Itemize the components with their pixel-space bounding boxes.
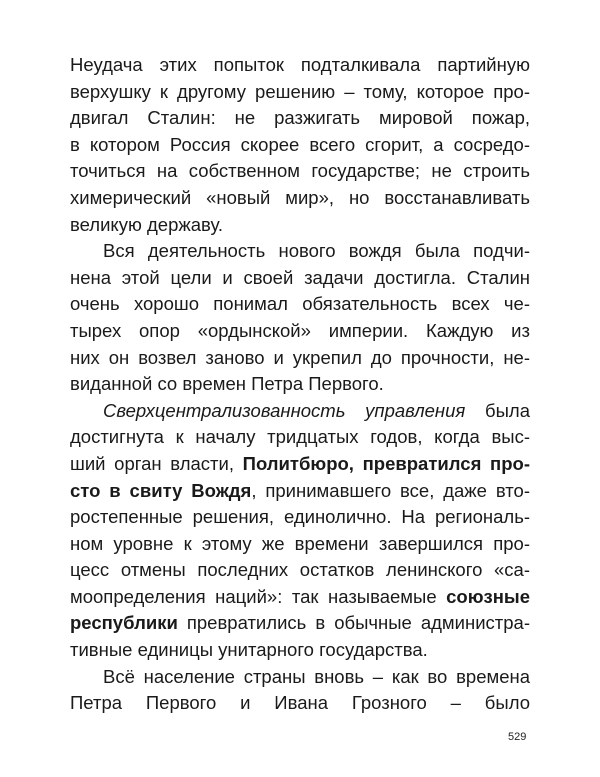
text-line: Всё население страны вновь – как во времена bbox=[103, 665, 530, 687]
text-line: тырех опор «ордынской» империи. Каждую из bbox=[70, 319, 530, 341]
text-line bbox=[70, 610, 530, 637]
text-line: химерический «новый мир», но восстанавливать bbox=[70, 186, 530, 208]
text-line bbox=[70, 478, 530, 505]
text-line: очень хорошо понимал обязательность всех че- bbox=[70, 293, 530, 315]
text-line: них он возвел заново и укрепил до прочности, не- bbox=[70, 346, 530, 368]
text-line: Петра Первого и Ивана Грозного – было bbox=[70, 692, 530, 714]
plain-text: была bbox=[465, 399, 530, 421]
text-line bbox=[70, 398, 530, 425]
text-line bbox=[70, 584, 530, 611]
text-line: Вся деятельность нового вождя была подчи- bbox=[103, 240, 530, 262]
plain-text: моопределения наций»: так называемые bbox=[70, 585, 447, 607]
body-text bbox=[70, 52, 530, 717]
text-line: верхушку к другому решению – тому, которое про- bbox=[70, 80, 530, 102]
text-line: ном уровне к этому же времени завершился про- bbox=[70, 532, 530, 554]
text-line: достигнута к началу тридцатых годов, когда выс- bbox=[70, 426, 530, 448]
bold-text: союзные bbox=[446, 585, 530, 607]
bold-text: сто в свиту Вождя bbox=[70, 479, 252, 501]
text-line: тивные единицы унитарного государства. bbox=[70, 639, 428, 661]
text-line: ростепенные решения, единолично. На региональ- bbox=[70, 506, 530, 528]
bold-text: республики bbox=[70, 612, 178, 634]
text-line: Неудача этих попыток подталкивала партийную bbox=[70, 54, 530, 75]
plain-text: , принимавшего все, даже вто- bbox=[251, 479, 530, 501]
bold-text: Политбюро, превратился про- bbox=[242, 452, 530, 474]
text-line bbox=[70, 451, 530, 478]
plain-text: превратились в обычные администра- bbox=[177, 612, 530, 634]
text-line: нена этой цели и своей задачи достигла. Сталин bbox=[70, 266, 530, 288]
text-line: цесс отмены последних остатков ленинского «са- bbox=[70, 559, 530, 581]
text-line: в котором Россия скорее всего сгорит, а сосредо- bbox=[70, 133, 530, 155]
text-line: великую державу. bbox=[70, 213, 223, 235]
text-line: точиться на собственном государстве; не строить bbox=[70, 160, 530, 182]
plain-text: ший орган власти, bbox=[70, 452, 243, 474]
text-line: двигал Сталин: не разжигать мировой пожар, bbox=[70, 107, 530, 129]
italic-text: Сверхцентрализованность управления bbox=[103, 399, 466, 421]
page-number: 529 bbox=[508, 731, 527, 743]
text-line: виданной со времен Петра Первого. bbox=[70, 373, 384, 395]
